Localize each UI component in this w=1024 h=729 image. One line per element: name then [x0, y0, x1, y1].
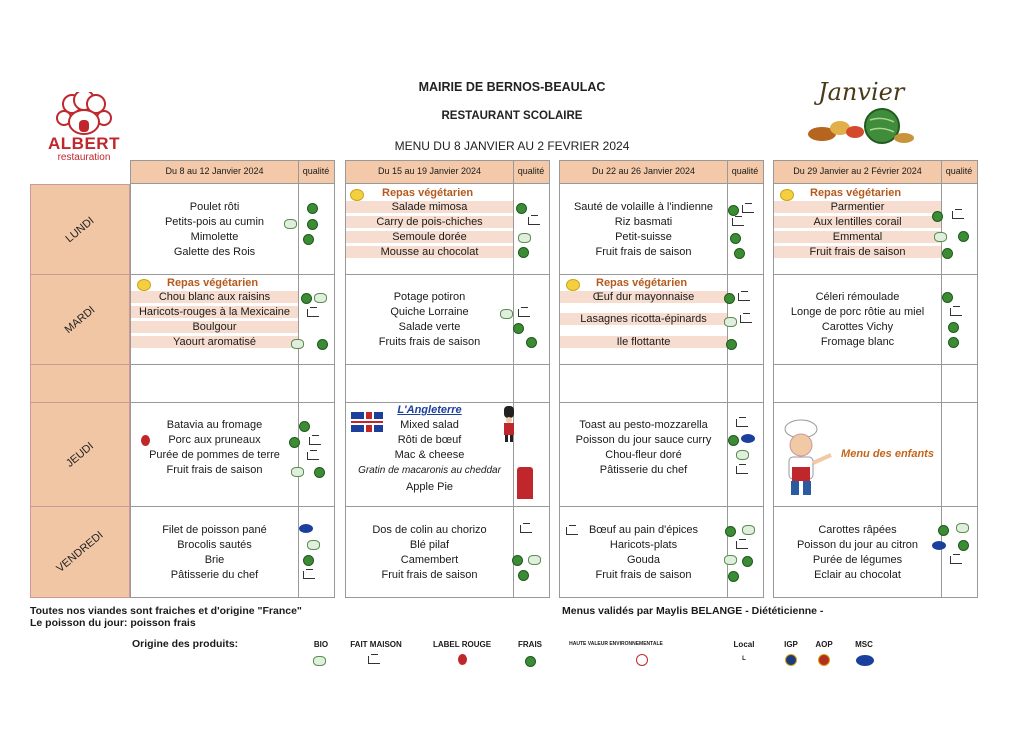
week-4-date: Du 29 Janvier au 2 Février 2024	[793, 166, 922, 176]
theme-title: Menu des enfants	[841, 448, 934, 460]
vegetarian-icon	[350, 189, 364, 201]
menu-item: Batavia au fromage	[166, 419, 263, 431]
albert-logo	[42, 92, 126, 166]
vegetarian-label: Repas végétarien	[167, 277, 259, 289]
legend-label-rouge-label: LABEL ROUGE	[432, 640, 492, 649]
vegetarian-label: Repas végétarien	[810, 187, 902, 199]
frais-icon	[307, 219, 318, 230]
menu-item: Salade mimosa	[346, 201, 513, 213]
frais-icon	[728, 205, 739, 216]
frais-icon	[948, 322, 959, 333]
vegetarian-icon	[780, 189, 794, 201]
menu-item: Petits-pois au cumin	[164, 216, 265, 228]
week-4-column	[773, 160, 978, 598]
hve-icon	[636, 654, 648, 666]
bio-icon	[934, 232, 947, 242]
chef-icon	[779, 419, 837, 497]
frais-icon	[734, 248, 745, 259]
week-3-header	[560, 161, 763, 184]
divider	[131, 402, 334, 403]
fait-maison-icon	[368, 656, 380, 664]
igp-icon	[785, 654, 797, 666]
menu-item: Mousse au chocolat	[346, 246, 513, 258]
frais-icon	[301, 293, 312, 304]
frais-icon	[303, 234, 314, 245]
fait-maison-icon	[742, 205, 754, 213]
week-4-header	[774, 161, 977, 184]
vegetarian-icon	[566, 279, 580, 291]
day-text: LUNDI	[63, 214, 97, 246]
menu-item: Camembert	[400, 554, 459, 566]
legend-aop-label: AOP	[815, 640, 833, 649]
menu-item: Sauté de volaille à l'indienne	[573, 201, 714, 213]
divider	[560, 506, 763, 507]
day-text: VENDREDI	[54, 529, 106, 575]
menu-item: Céleri rémoulade	[815, 291, 900, 303]
logo-subtitle: restauration	[57, 152, 111, 163]
mairie-title: MAIRIE DE BERNOS-BEAULAC	[418, 80, 606, 94]
menu-item: Mac & cheese	[394, 449, 465, 461]
menu-item: Petit-suisse	[615, 231, 672, 243]
legend-fait-maison-label: FAIT MAISON	[350, 640, 402, 649]
footer-meat-note: Toutes nos viandes sont fraiches et d'origine "France"	[30, 605, 302, 617]
bio-icon	[528, 555, 541, 565]
fait-maison-icon	[740, 315, 752, 323]
menu-item: Aux lentilles corail	[774, 216, 941, 228]
footer-origin-title: Origine des produits:	[132, 638, 239, 650]
fait-maison-icon	[736, 466, 748, 474]
menu-item: Emmental	[774, 231, 941, 243]
legend-local-label: Local	[733, 640, 755, 649]
menu-item: Fruit frais de saison	[166, 464, 263, 476]
divider	[298, 161, 299, 597]
divider	[560, 402, 763, 403]
fait-maison-icon	[736, 541, 748, 549]
menu-item: Fromage blanc	[820, 336, 895, 348]
vegetarian-label: Repas végétarien	[382, 187, 474, 199]
divider	[774, 506, 977, 507]
frais-icon	[289, 437, 300, 448]
fait-maison-icon	[528, 217, 540, 225]
bio-icon	[314, 293, 327, 303]
menu-item: Pâtisserie du chef	[170, 569, 259, 581]
week-3-column	[559, 160, 764, 598]
frais-icon	[317, 339, 328, 350]
logo-name: ALBERT	[48, 134, 120, 153]
bio-icon	[307, 540, 320, 550]
fait-maison-icon	[518, 309, 530, 317]
menu-item: Riz basmati	[614, 216, 673, 228]
restaurant-title: RESTAURANT SCOLAIRE	[441, 110, 583, 122]
menu-item: Brie	[204, 554, 225, 566]
fait-maison-icon	[736, 419, 748, 427]
menu-item: Boulgour	[131, 321, 298, 333]
fait-maison-icon	[307, 309, 319, 317]
menu-item: Fruit frais de saison	[774, 246, 941, 258]
msc-icon	[932, 541, 946, 550]
frais-icon	[932, 211, 943, 222]
menu-item: Yaourt aromatisé	[131, 336, 298, 348]
legend-hve-label: HAUTE VALEUR ENVIRONNEMENTALE	[569, 641, 663, 647]
menu-item: Haricots-rouges à la Mexicaine	[131, 306, 298, 318]
menu-item: Bœuf au pain d'épices	[588, 524, 699, 536]
menu-item: Rôti de bœuf	[397, 434, 462, 446]
vegetarian-icon	[137, 279, 151, 291]
menu-item: Mixed salad	[400, 419, 459, 431]
frais-icon	[518, 247, 529, 258]
frais-icon	[958, 540, 969, 551]
quality-header: qualité	[517, 166, 545, 176]
menu-item: Blé pilaf	[409, 539, 450, 551]
menu-item: Potage potiron	[393, 291, 466, 303]
frais-icon	[518, 570, 529, 581]
bio-icon	[518, 233, 531, 243]
bio-icon	[956, 523, 969, 533]
divider	[560, 274, 763, 275]
footer-validation: Menus validés par Maylis BELANGE - Diététicienne -	[562, 605, 824, 617]
week-1-header	[131, 161, 334, 184]
bio-icon	[284, 219, 297, 229]
week-2-header	[346, 161, 549, 184]
month-title: Janvier	[818, 78, 905, 106]
day-text: JEUDI	[63, 440, 97, 470]
menu-item: Ile flottante	[560, 336, 727, 348]
week-3-date: Du 22 au 26 Janvier 2024	[591, 166, 696, 176]
frais-icon	[303, 555, 314, 566]
guard-icon	[501, 406, 517, 442]
label-rouge-icon	[141, 435, 150, 446]
menu-item: Purée de légumes	[812, 554, 903, 566]
week-1-date: Du 8 au 12 Janvier 2024	[165, 166, 264, 176]
fait-maison-icon	[952, 211, 964, 219]
menu-item: Poisson du jour sauce curry	[575, 434, 712, 446]
menu-item: Carry de pois-chiches	[346, 216, 513, 228]
menu-item-detail: Gratin de macaronis au cheddar	[358, 465, 501, 476]
menu-item: Salade verte	[398, 321, 461, 333]
menu-item: Quiche Lorraine	[390, 306, 469, 318]
menu-item: Fruit frais de saison	[595, 569, 692, 581]
divider	[346, 506, 549, 507]
label-rouge-icon	[458, 654, 467, 665]
msc-icon	[856, 655, 874, 666]
menu-item: Gouda	[626, 554, 661, 566]
fait-maison-icon	[950, 556, 962, 564]
menu-item: Carottes Vichy	[821, 321, 894, 333]
menu-item: Filet de poisson pané	[162, 524, 267, 536]
frais-icon	[513, 323, 524, 334]
menu-item: Poisson du jour au citron	[796, 539, 919, 551]
theme-title: L'Angleterre	[397, 404, 462, 416]
frais-icon	[942, 248, 953, 259]
frais-icon	[314, 467, 325, 478]
local-icon: L	[742, 656, 746, 662]
divider	[131, 506, 334, 507]
fait-maison-icon	[738, 293, 750, 301]
menu-item: Fruits frais de saison	[378, 336, 481, 348]
menu-item: Lasagnes ricotta-épinards	[560, 313, 727, 325]
menu-item: Apple Pie	[405, 481, 454, 493]
frais-icon	[307, 203, 318, 214]
frais-icon	[525, 656, 536, 667]
menu-item: Fruit frais de saison	[381, 569, 478, 581]
aop-icon	[818, 654, 830, 666]
legend-msc-label: MSC	[855, 640, 873, 649]
week-1-column	[130, 160, 335, 598]
bio-icon	[291, 339, 304, 349]
divider	[131, 364, 334, 365]
bio-icon	[724, 555, 737, 565]
frais-icon	[728, 571, 739, 582]
day-label-mercredi	[30, 364, 130, 404]
day-label-jeudi	[30, 402, 130, 508]
fait-maison-icon	[732, 218, 744, 226]
day-text: MARDI	[62, 304, 98, 336]
menu-item: Mimolette	[190, 231, 239, 243]
week-2-column	[345, 160, 550, 598]
bio-icon	[291, 467, 304, 477]
menu-item: Chou-fleur doré	[605, 449, 682, 461]
menu-item: Haricots-plats	[609, 539, 678, 551]
fait-maison-icon	[307, 452, 319, 460]
menu-item: Porc aux pruneaux	[168, 434, 261, 446]
menu-item: Longe de porc rôtie au miel	[790, 306, 925, 318]
fait-maison-icon	[309, 437, 321, 445]
bio-icon	[313, 656, 326, 666]
frais-icon	[958, 231, 969, 242]
divider	[346, 274, 549, 275]
quality-header: qualité	[731, 166, 759, 176]
bio-icon	[500, 309, 513, 319]
week-2-date: Du 15 au 19 Janvier 2024	[377, 166, 482, 176]
menu-item: Fruit frais de saison	[595, 246, 692, 258]
bio-icon	[742, 525, 755, 535]
divider	[774, 402, 977, 403]
divider	[131, 274, 334, 275]
menu-item: Brocolis sautés	[177, 539, 252, 551]
menu-item: Parmentier	[774, 201, 941, 213]
phone-booth-icon	[517, 467, 533, 499]
frais-icon	[726, 339, 737, 350]
vegetables-illustration-icon	[800, 76, 920, 148]
menu-item: Carottes râpées	[818, 524, 897, 536]
day-label-mardi	[30, 274, 130, 366]
day-label-vendredi	[30, 506, 130, 598]
frais-icon	[742, 556, 753, 567]
frais-icon	[938, 525, 949, 536]
fait-maison-icon	[520, 525, 532, 533]
frais-icon	[512, 555, 523, 566]
frais-icon	[728, 435, 739, 446]
menu-item: Eclair au chocolat	[814, 569, 901, 581]
bio-icon	[724, 317, 737, 327]
menu-item: Toast au pesto-mozzarella	[579, 419, 708, 431]
menu-item: Dos de colin au chorizo	[372, 524, 487, 536]
divider	[560, 364, 763, 365]
msc-icon	[299, 524, 313, 533]
divider	[346, 364, 549, 365]
frais-icon	[725, 526, 736, 537]
frais-icon	[730, 233, 741, 244]
divider	[513, 161, 514, 597]
day-label-lundi	[30, 184, 130, 276]
menu-item: Semoule dorée	[346, 231, 513, 243]
frais-icon	[942, 292, 953, 303]
divider	[774, 274, 977, 275]
menu-period-title: MENU DU 8 JANVIER AU 2 FEVRIER 2024	[394, 139, 630, 153]
divider	[346, 402, 549, 403]
legend-bio-label: BIO	[313, 640, 329, 649]
menu-item: Poulet rôti	[189, 201, 240, 213]
menu-item: Chou blanc aux raisins	[131, 291, 298, 303]
frais-icon	[516, 203, 527, 214]
fait-maison-icon	[303, 571, 315, 579]
frais-icon	[299, 421, 310, 432]
frais-icon	[948, 337, 959, 348]
month-illustration	[800, 76, 920, 148]
frais-icon	[724, 293, 735, 304]
divider	[774, 364, 977, 365]
quality-header: qualité	[302, 166, 330, 176]
fait-maison-icon	[950, 308, 962, 316]
legend-frais-label: FRAIS	[518, 640, 542, 649]
msc-icon	[741, 434, 755, 443]
frais-icon	[526, 337, 537, 348]
bio-icon	[736, 450, 749, 460]
vegetarian-label: Repas végétarien	[596, 277, 688, 289]
legend-igp-label: IGP	[784, 640, 798, 649]
menu-item: Pâtisserie du chef	[599, 464, 688, 476]
menu-item: Œuf dur mayonnaise	[560, 291, 727, 303]
quality-header: qualité	[945, 166, 973, 176]
koala-chef-logo-icon	[42, 92, 126, 136]
menu-item: Purée de pommes de terre	[149, 449, 280, 461]
footer-fish-note: Le poisson du jour: poisson frais	[30, 617, 196, 629]
menu-item: Galette des Rois	[173, 246, 256, 258]
